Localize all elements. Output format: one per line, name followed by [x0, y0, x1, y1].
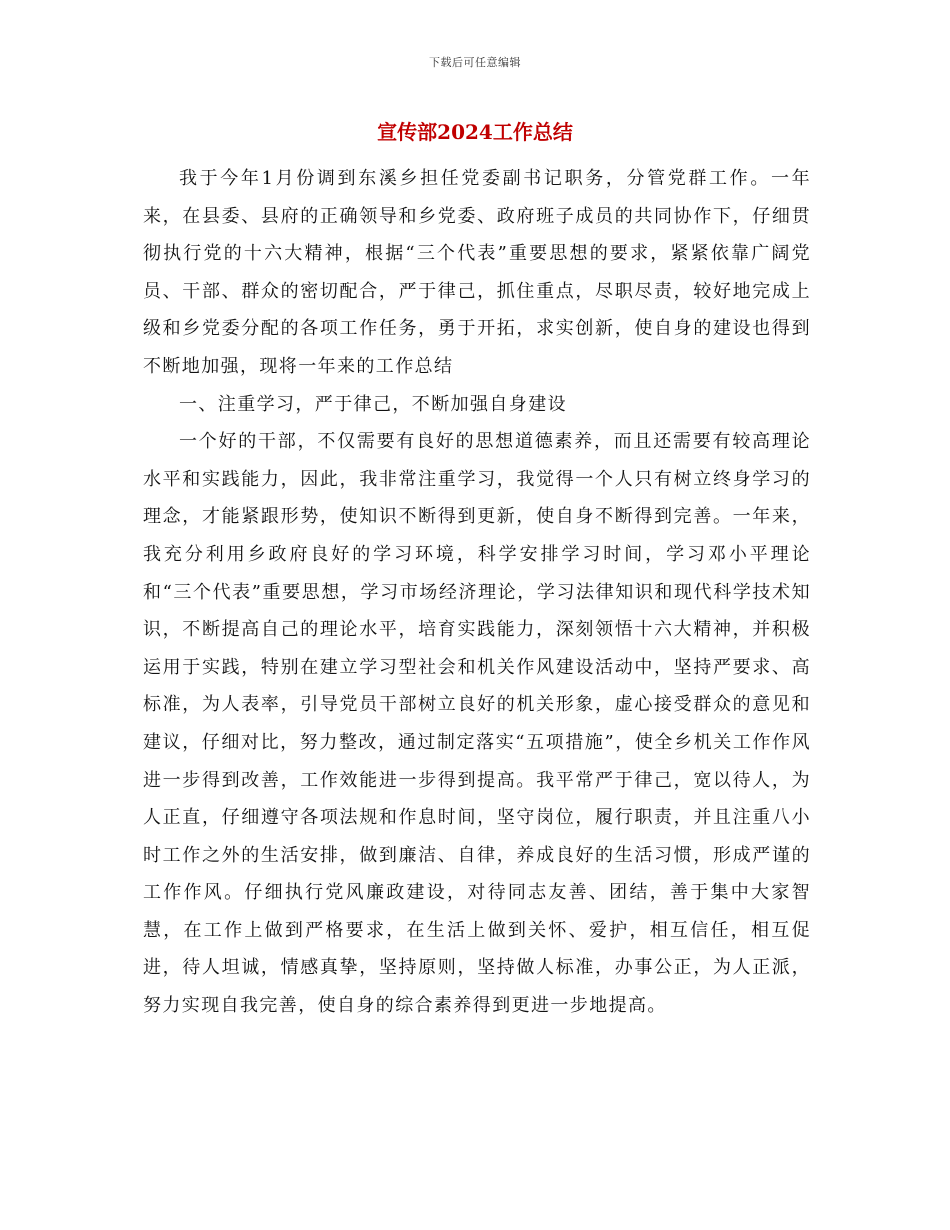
paragraph-intro: 我于今年1月份调到东溪乡担任党委副书记职务，分管党群工作。一年来，在县委、县府的正确领导和乡党委、政府班子成员的共同协作下，仔细贯彻执行党的十六大精神，根据“三个代表”重要思想的要求，紧紧依靠广阔党员、干部、群众的密切配合，严于律己，抓住重点，尽职尽责，较好地完成上级和乡党委分配的各项工作任务，勇于开拓，求实创新，使自身的建设也得到不断地加强，现将一年来的工作总结 — [143, 168, 811, 377]
section-heading-1: 一、注重学习，严于律己，不断加强自身建设 — [179, 393, 567, 415]
header-note: 下载后可任意编辑 — [429, 56, 521, 69]
document-body — [143, 160, 811, 1025]
document-title: 宣传部2024工作总结 — [377, 120, 573, 144]
paragraph-section-1: 一个好的干部，不仅需要有良好的思想道德素养，而且还需要有较高理论水平和实践能力，因此，我非常注重学习，我觉得一个人只有树立终身学习的理念，才能紧跟形势，使知识不断得到更新，使自身不断得到完善。一年来，我充分利用乡政府良好的学习环境，科学安排学习时间，学习邓小平理论和“三个代表”重要思想，学习市场经济理论，学习法律知识和现代科学技术知识，不断提高自己的理论水平，培育实践能力，深刻领悟十六大精神，并积极运用于实践，特别在建立学习型社会和机关作风建设活动中，坚持严要求、高标准，为人表率，引导党员干部树立良好的机关形象，虚心接受群众的意见和建议，仔细对比，努力整改，通过制定落实“五项措施”，使全乡机关工作作风进一步得到改善，工作效能进一步得到提高。我平常严于律己，宽以待人，为人正直，仔细遵守各项法规和作息时间，坚守岗位，履行职责，并且注重八小时工作之外的生活安排，做到廉洁、自律，养成良好的生活习惯，形成严谨的工作作风。仔细执行党风廉政建设，对待同志友善、团结，善于集中大家智慧，在工作上做到严格要求，在生活上做到关怀、爱护，相互信任，相互促进，待人坦诚，情感真挚，坚持原则，坚持做人标准，办事公正，为人正派，努力实现自我完善，使自身的综合素养得到更进一步地提高。 — [143, 431, 811, 1017]
